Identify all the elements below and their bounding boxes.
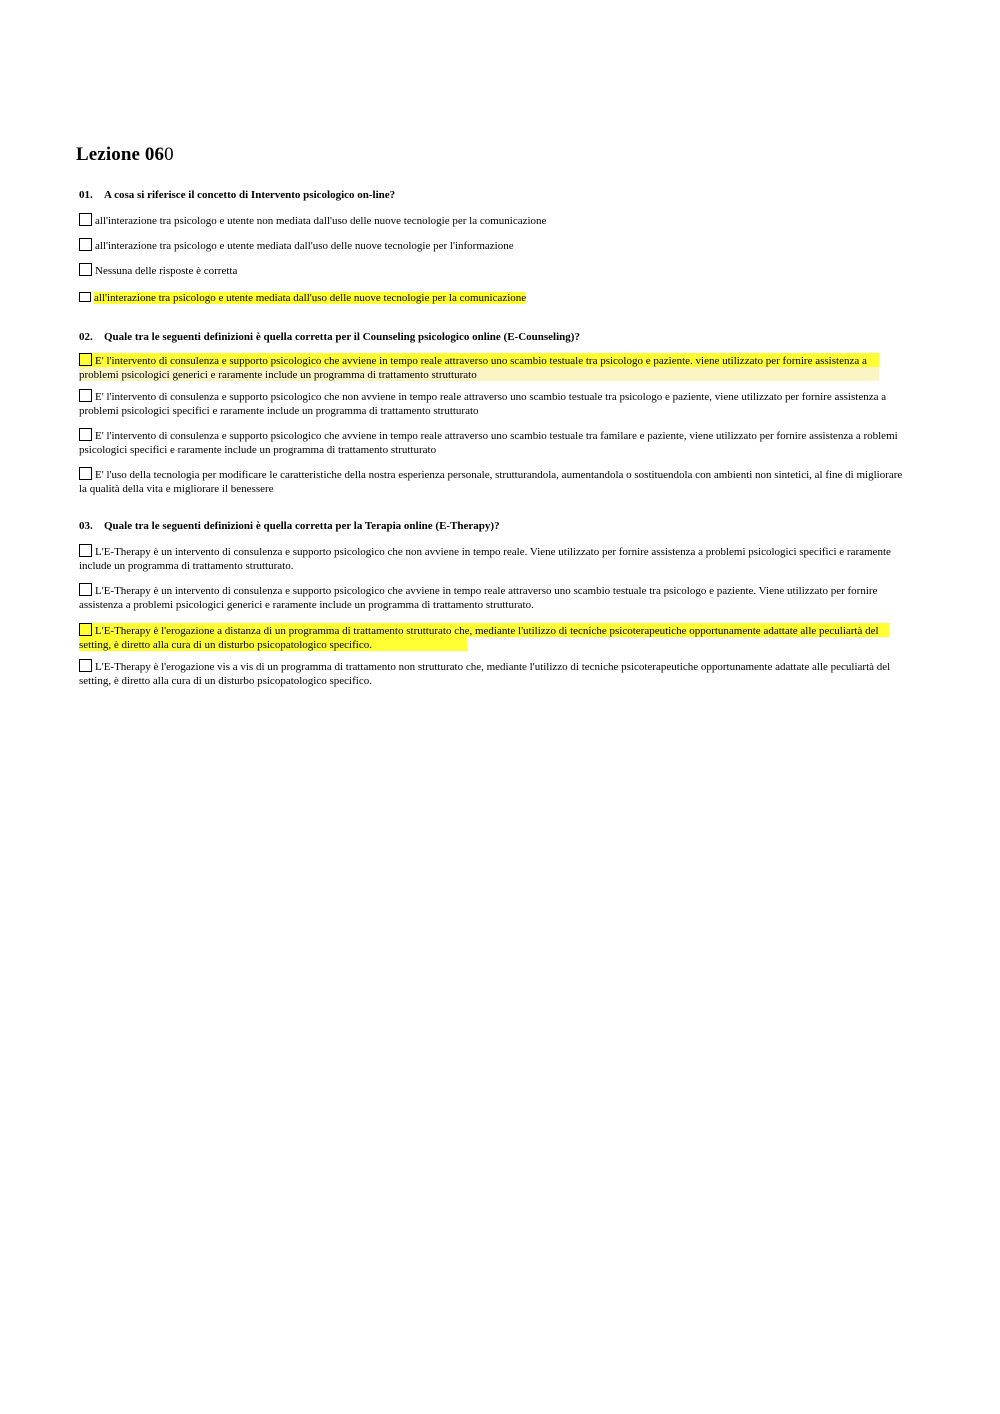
answer-checkbox[interactable] xyxy=(79,659,92,672)
answer-checkbox[interactable] xyxy=(79,213,92,226)
answer-text: L'E-Therapy è l'erogazione vis a vis di un programma di trattamento non strutturato che, mediante l'utilizzo di tecniche psicoterapeutiche opportunamente adattate alle peculiartà del setting, è diretto alla cura di un disturbo psicopatologico specifico. xyxy=(79,661,891,687)
answer-checkbox[interactable] xyxy=(79,263,92,276)
answer-text: Nessuna delle risposte è corretta xyxy=(95,265,238,277)
answer-3-4 xyxy=(79,659,909,688)
question-number: 03. xyxy=(79,520,93,532)
question-text: Quale tra le seguenti definizioni è quella corretta per il Counseling psicologico online (E-Counseling)? xyxy=(104,331,580,343)
answer-text: L'E-Therapy è l'erogazione a distanza di un programma di trattamento strutturato che, mediante l'utilizzo di tecniche psicoterapeutiche opportunamente adattate alle peculiartà del setting, è diretto alla cura di un disturbo psicopatologico specifico. xyxy=(79,625,879,651)
answer-2-2 xyxy=(79,389,909,418)
question-text: A cosa si riferisce il concetto di Intervento psicologico on-line? xyxy=(104,189,396,201)
answer-text: all'interazione tra psicologo e utente mediata dall'uso delle nuove tecnologie per l'informazione xyxy=(95,240,514,252)
answer-checkbox[interactable] xyxy=(79,544,92,557)
question-2 xyxy=(79,331,580,343)
answer-checkbox[interactable] xyxy=(79,623,92,636)
question-number: 02. xyxy=(79,331,93,343)
answer-text: L'E-Therapy è un intervento di consulenza e supporto psicologico che avviene in tempo reale attraverso uno scambio testuale tra psicologo e paziente. Viene utilizzato per fornire assistenza a problemi psicologici generici e raramente include un programma di trattamento strutturato. xyxy=(79,585,878,611)
question-text: Quale tra le seguenti definizioni è quella corretta per la Terapia online (E-Therapy)? xyxy=(104,520,500,532)
lesson-title xyxy=(76,144,174,166)
lesson-title-last: 0 xyxy=(164,144,174,165)
answer-3-3 xyxy=(79,623,889,652)
answer-1-4 xyxy=(79,292,909,306)
answer-text: L'E-Therapy è un intervento di consulenza e supporto psicologico che non avviene in tempo reale. Viene utilizzato per fornire assistenza a problemi psicologici specifici e raramente include un programma di trattamento strutturato. xyxy=(79,546,891,572)
question-3 xyxy=(79,520,500,532)
answer-2-4 xyxy=(79,467,909,496)
lesson-title-main: Lezione 06 xyxy=(76,144,165,165)
answer-1-2 xyxy=(79,238,909,254)
answer-2-1 xyxy=(79,353,879,382)
answer-1-3 xyxy=(79,263,909,279)
answer-checkbox[interactable] xyxy=(79,428,92,441)
answer-2-3 xyxy=(79,428,909,457)
answer-checkbox[interactable] xyxy=(79,389,92,402)
question-number: 01. xyxy=(79,189,93,201)
answer-text: E' l'intervento di consulenza e supporto psicologico che avviene in tempo reale attraverso uno scambio testuale tra psicologo e paziente. viene utilizzato per fornire assistenza a problemi psicologici generici e raramente include un programma di trattamento strutturato xyxy=(79,355,867,381)
answer-text: E' l'intervento di consulenza e supporto psicologico che avviene in tempo reale attraverso uno scambio testuale tra familare e paziente, viene utilizzato per fornire assistenza a roblemi psicologici specifici e raramente include un programma di trattamento strutturato xyxy=(79,430,898,456)
question-1 xyxy=(79,189,395,201)
answer-1-1 xyxy=(79,213,909,229)
answer-text-highlighted: all'interazione tra psicologo e utente mediata dall'uso delle nuove tecnologie per la comunicazione xyxy=(94,292,527,304)
answer-text: E' l'uso della tecnologia per modificare le caratteristiche della nostra esperienza personale, strutturandola, aumentandola o sostituendola con ambienti non sintetici, al fine di migliorare la qualità della vita e migliorare il benessere xyxy=(79,469,903,495)
answer-checkbox[interactable] xyxy=(79,467,92,480)
answer-3-2 xyxy=(79,583,909,612)
answer-checkbox[interactable] xyxy=(79,292,91,302)
answer-text: E' l'intervento di consulenza e supporto psicologico che non avviene in tempo reale attraverso uno scambio testuale tra psicologo e paziente, viene utilizzato per fornire assistenza a problemi psicologici specifici e raramente include un programma di trattamento strutturato xyxy=(79,391,887,417)
answer-text: all'interazione tra psicologo e utente non mediata dall'uso delle nuove tecnologie per la comunicazione xyxy=(95,215,547,227)
answer-checkbox[interactable] xyxy=(79,583,92,596)
answer-checkbox[interactable] xyxy=(79,238,92,251)
answer-checkbox[interactable] xyxy=(79,353,92,366)
answer-3-1 xyxy=(79,544,909,573)
